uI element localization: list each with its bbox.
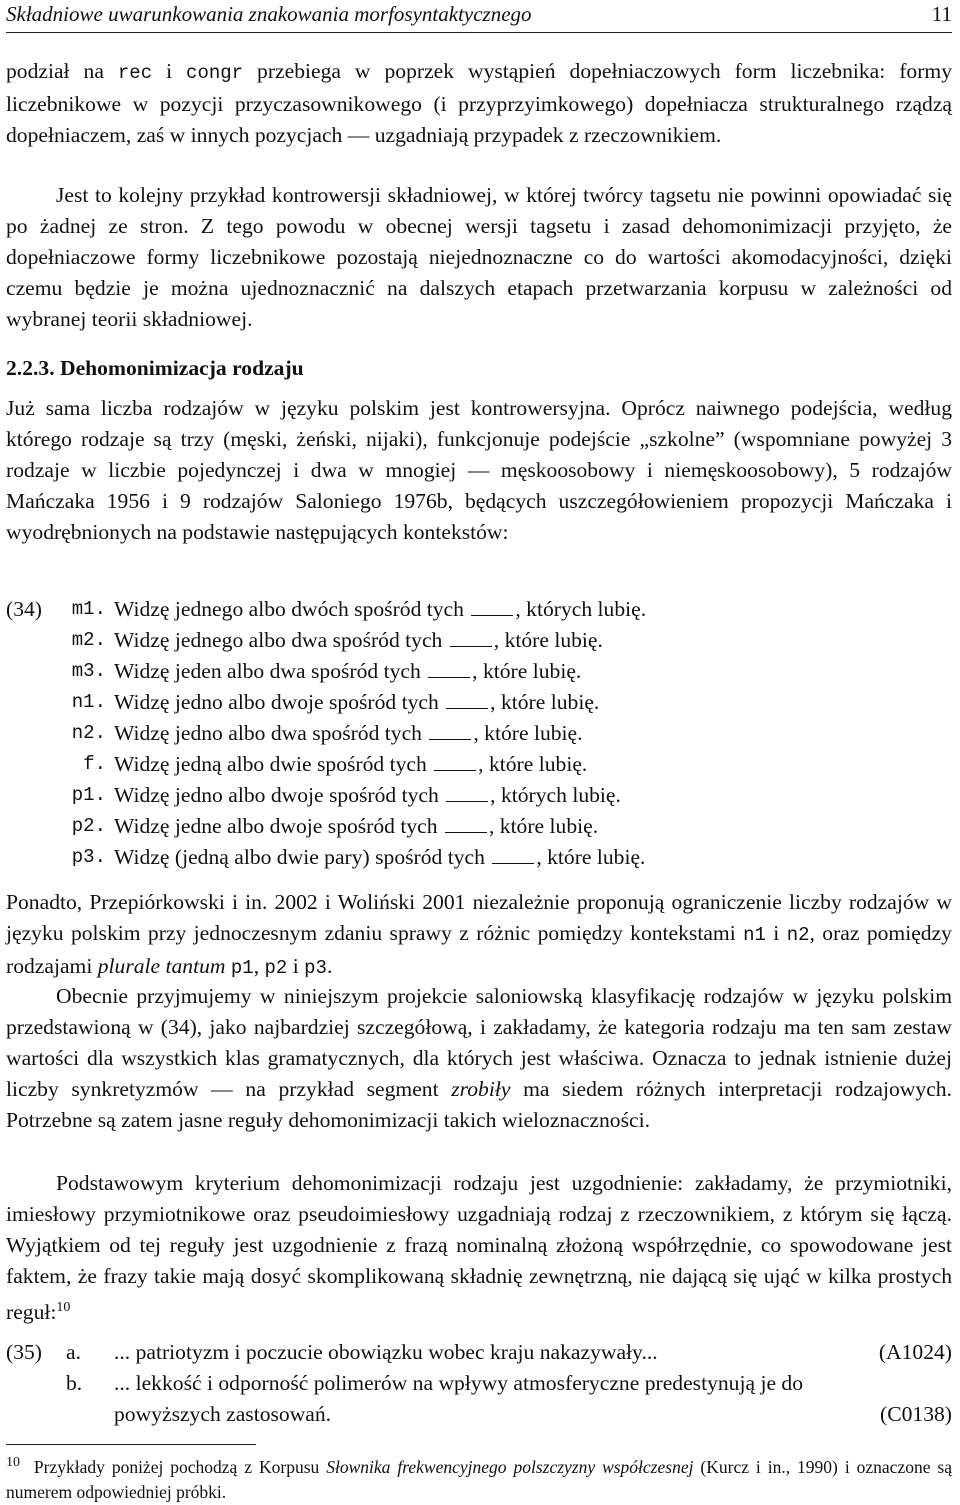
example-post: , które lubię. [473,721,583,745]
p1-text-b: i [152,59,187,83]
example-text [114,749,587,780]
code-p1: p1 [230,957,254,979]
blank-line [492,845,534,864]
example-text [114,687,599,718]
paragraph-2: Jest to kolejny przykład kontrowersji składniowej, w której twórcy tagsetu nie powinni opowiadać się po żadnej ze stron. Z tego powodu w obecnej wersji tagsetu i zasad dehomonimizacji przyjęto, że dopełniaczowe formy liczebnikowe pozostają niejednoznaczne co do wartości akomodacyjności, dzięki czemu będzie je można ujednoznacznić na dalszych etapach przetwarzania korpusu w zależności od wybranej teorii składniowej. [6,183,952,331]
p4-text-g: . [326,954,333,978]
example-label: p3. [71,846,106,868]
p6-text: Podstawowym kryterium dehomonimizacji rodzaju jest uzgodnienie: zakładamy, że przymiotniki, imiesłowy przymiotnikowe oraz pseudoimiesłowy uzgadniają rodzaj z rzeczownikiem, z którym się łączą. Wyjątkiem od tej reguły jest uzgodnienie z frazą nominalną złożoną współrzędnie, co spowodowane jest faktem, że frazy takie mają dosyć skomplikowaną składnię zewnętrzną, nie dającą się ująć w kilka prostych reguł: [6,1171,952,1325]
footnote-rule [6,1444,256,1445]
example-pre: Widzę jednego albo dwóch spośród tych [114,597,464,621]
blank-line [446,690,488,709]
example-label: m3. [71,660,106,682]
example-text [114,811,598,842]
example-label: p2. [71,815,106,837]
example-pre: Widzę (jedną albo dwie pary) spośród tych [114,845,485,869]
example-row [6,687,952,718]
paragraph-6 [6,1168,952,1328]
p5-text-a: Obecnie przyjmujemy w niniejszym projekcie saloniowską klasyfikację rodzajów w języku polskim przedstawioną w (34), jako najbardziej szczegółową, i zakładamy, że kategoria rodzaju ma ten sam zestaw wartości dla wszystkich klas gramatycznych, dla których jest właściwa. Oznacza to jednak istnienie dużej liczby synkretyzmów — na przykład segment [6,984,952,1101]
p4-text-a: Ponadto, Przepiórkowski i in. 2002 i Woliński 2001 niezależnie proponują ograniczenie liczby rodzajów w języku polskim przy jednoczesnym zdaniu sprawy z różnic pomiędzy kontekstami [6,890,952,945]
paragraph-4 [6,887,952,984]
example-post: , które lubię. [490,690,600,714]
example-post: , które lubię. [493,628,603,652]
paragraph-3: Już sama liczba rodzajów w języku polskim jest kontrowersyjna. Oprócz naiwnego podejścia, według którego rodzaje są trzy (męski, żeński, nijaki), funkcjonuje podejście „szkolne” (wspomniane powyżej 3 rodzaje w liczbie pojedynczej i dwa w mnogiej — męskoosobowy i niemęskoosobowy), 5 rodzajów Mańczaka 1956 i 9 rodzajów Saloniego 1976b, będących uszczegółowieniem propozycji Mańczaka i wyodrębnionych na podstawie następujących kontekstów: [6,396,952,544]
plurale-tantum: plurale tantum [97,954,226,978]
example-label: m1. [71,598,106,620]
paragraph-5 [6,981,952,1136]
code-n1: n1 [743,924,766,946]
code-rec: rec [117,62,153,84]
p4-text-e: , [253,954,265,978]
code-congr: congr [186,62,244,84]
example-pre: Widzę jedne albo dwoje spośród tych [114,814,438,838]
blank-line [428,659,470,678]
example-row [6,718,952,749]
p4-text-f: i [287,954,305,978]
example-row [6,780,952,811]
blank-line [471,597,513,616]
code-p3: p3 [304,957,327,979]
example-label: a. [66,1340,81,1364]
p5-text-b: ma siedem różnych interpretacji rodzajowych. Potrzebne są zatem jasne reguły dehomonimizacji takich wieloznaczności. [6,1077,952,1132]
example-row [6,1337,952,1368]
section-heading: 2.2.3. Dehomonimizacja rodzaju [6,356,304,380]
example-post: , które lubię. [536,845,646,869]
example-label: b. [66,1371,83,1395]
example-row [6,656,952,687]
example-text [114,625,603,656]
example-label: n2. [71,722,106,744]
running-header [6,0,952,33]
example-text: ... lekkość i odporność polimerów na wpływy atmosferyczne predestynują je do [114,1371,804,1395]
example-pre: Widzę jedną albo dwie spośród tych [114,752,427,776]
footnote-text-b: (Kurcz i in., 1990) i oznaczone są numerem odpowiedniej próbki. [6,1456,953,1502]
example-post: , które lubię. [488,814,599,838]
example-text [114,780,621,811]
code-n2: n2 [786,924,810,946]
p4-text-b: i [765,921,787,945]
example-text: powyższych zastosowań. [114,1402,332,1426]
p4-text-c: , oraz pomiędzy rodzajami [6,921,952,978]
blank-line [450,628,492,647]
example-pre: Widzę jedno albo dwa spośród tych [114,721,422,745]
example-row [6,1368,952,1399]
blank-line [429,721,471,740]
example-text [114,718,583,749]
example-pre: Widzę jednego albo dwa spośród tych [114,628,443,652]
example-label: m2. [71,629,106,651]
example-number: (34) [6,597,42,621]
example-pre: Widzę jedno albo dwoje spośród tych [114,783,439,807]
blank-line [434,752,476,771]
sample-code: (C0138) [880,1402,952,1426]
example-text [114,656,581,687]
example-row [6,1399,952,1430]
footnote-text-a: Przykłady poniżej pochodzą z Korpusu [33,1456,327,1477]
p1-text-a: podział na [6,59,118,83]
example-post: , które lubię. [478,752,588,776]
footnote-reference: 10 [56,1300,71,1315]
example-post: , które lubię. [472,659,582,683]
example-word: zrobiły [451,1077,511,1101]
example-label: p1. [71,784,106,806]
page-number: 11 [931,2,952,26]
example-pre: Widzę jeden albo dwa spośród tych [114,659,421,683]
p1-text-c: przebiega w poprzek wystąpień dopełniaczowych form liczebnika: formy liczebnikowe w pozycji przyczasownikowego (i przyprzyimkowego) dopełniacza strukturalnego rządzą dopełniaczem, zaś w innych pozycjach — uzgadniają przypadek z rzeczownikiem. [6,59,952,147]
blank-line [445,814,487,833]
header-title: Składniowe uwarunkowania znakowania morfosyntaktycznego [6,2,532,26]
footnote-mark: 10 [6,1455,20,1470]
example-pre: Widzę jedno albo dwoje spośród tych [114,690,439,714]
example-label: f. [83,753,106,775]
example-text [114,594,646,625]
example-row [6,842,952,873]
footnote [6,1450,952,1505]
footnote-title: Słownika frekwencyjnego polszczyzny współczesnej [326,1456,694,1477]
blank-line [446,783,488,802]
example-row [6,811,952,842]
example-post: , których lubię. [515,597,647,621]
paragraph-1 [6,56,952,151]
example-post: , których lubię. [490,783,621,807]
example-label: n1. [71,691,106,713]
example-row [6,749,952,780]
example-text: ... patriotyzm i poczucie obowiązku wobec kraju nakazywały... [114,1340,658,1364]
code-p2: p2 [264,957,288,979]
example-text [114,842,645,873]
example-row [6,625,952,656]
example-number: (35) [6,1340,42,1364]
sample-code: (A1024) [878,1340,952,1364]
example-row [6,594,952,625]
